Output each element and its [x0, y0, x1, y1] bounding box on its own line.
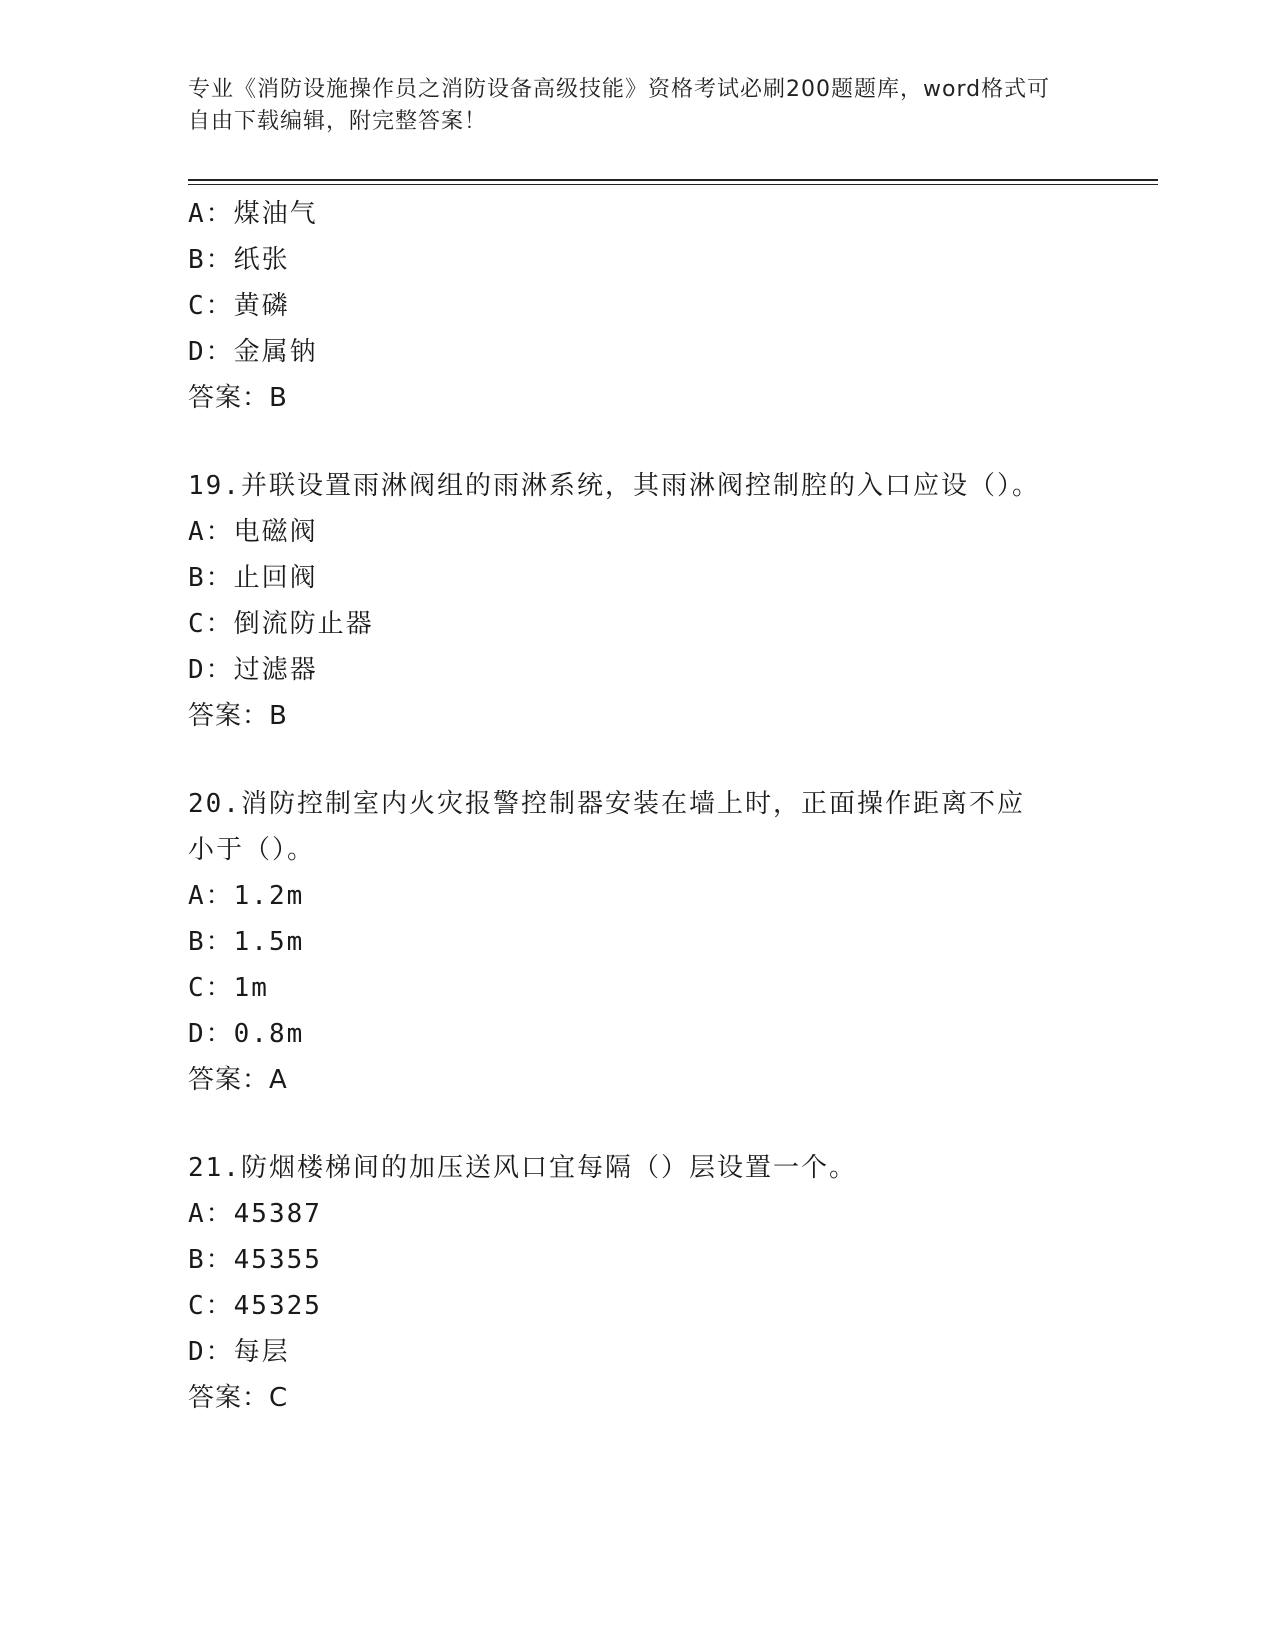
question-number: 21.	[188, 1153, 241, 1183]
question-text	[188, 781, 1048, 873]
answer-line: 答案：B	[188, 383, 288, 413]
option-a: A：煤油气	[188, 199, 318, 229]
question-block-19	[188, 463, 1158, 739]
option-d: D：每层	[188, 1337, 290, 1367]
header-rule-thin	[188, 184, 1158, 185]
option-c: C：45325	[188, 1291, 322, 1321]
question-block-18	[188, 191, 1158, 421]
option-b: B：纸张	[188, 245, 290, 275]
question-block-21	[188, 1145, 1158, 1421]
option-a: A：电磁阀	[188, 517, 318, 547]
question-stem: 消防控制室内火灾报警控制器安装在墙上时，正面操作距离不应小于（）。	[188, 789, 1025, 865]
document-header: 专业《消防设施操作员之消防设备高级技能》资格考试必刷200题题库，word格式可自由下载编辑，附完整答案！	[188, 77, 1051, 134]
option-d: D：0.8m	[188, 1019, 305, 1049]
question-stem: 防烟楼梯间的加压送风口宜每隔（）层设置一个。	[240, 1153, 857, 1183]
question-text	[188, 463, 1158, 509]
question-block-20	[188, 781, 1158, 1103]
option-b: B：1.5m	[188, 927, 305, 957]
option-c: C：黄磷	[188, 291, 290, 321]
option-d: D：过滤器	[188, 655, 318, 685]
question-list	[188, 191, 1158, 1421]
option-b: B：45355	[188, 1245, 322, 1275]
question-number: 20.	[188, 789, 241, 819]
option-c: C：1m	[188, 973, 269, 1003]
option-c: C：倒流防止器	[188, 609, 374, 639]
option-b: B：止回阀	[188, 563, 318, 593]
header-rule	[188, 179, 1158, 181]
option-a: A：1.2m	[188, 881, 305, 911]
question-number: 19.	[188, 471, 241, 501]
answer-line: 答案：B	[188, 701, 288, 731]
answer-line: 答案：C	[188, 1383, 289, 1413]
question-stem: 并联设置雨淋阀组的雨淋系统，其雨淋阀控制腔的入口应设（）。	[240, 471, 1040, 501]
question-text	[188, 1145, 1158, 1191]
option-d: D：金属钠	[188, 337, 318, 367]
option-a: A：45387	[188, 1199, 322, 1229]
answer-line: 答案：A	[188, 1065, 288, 1095]
